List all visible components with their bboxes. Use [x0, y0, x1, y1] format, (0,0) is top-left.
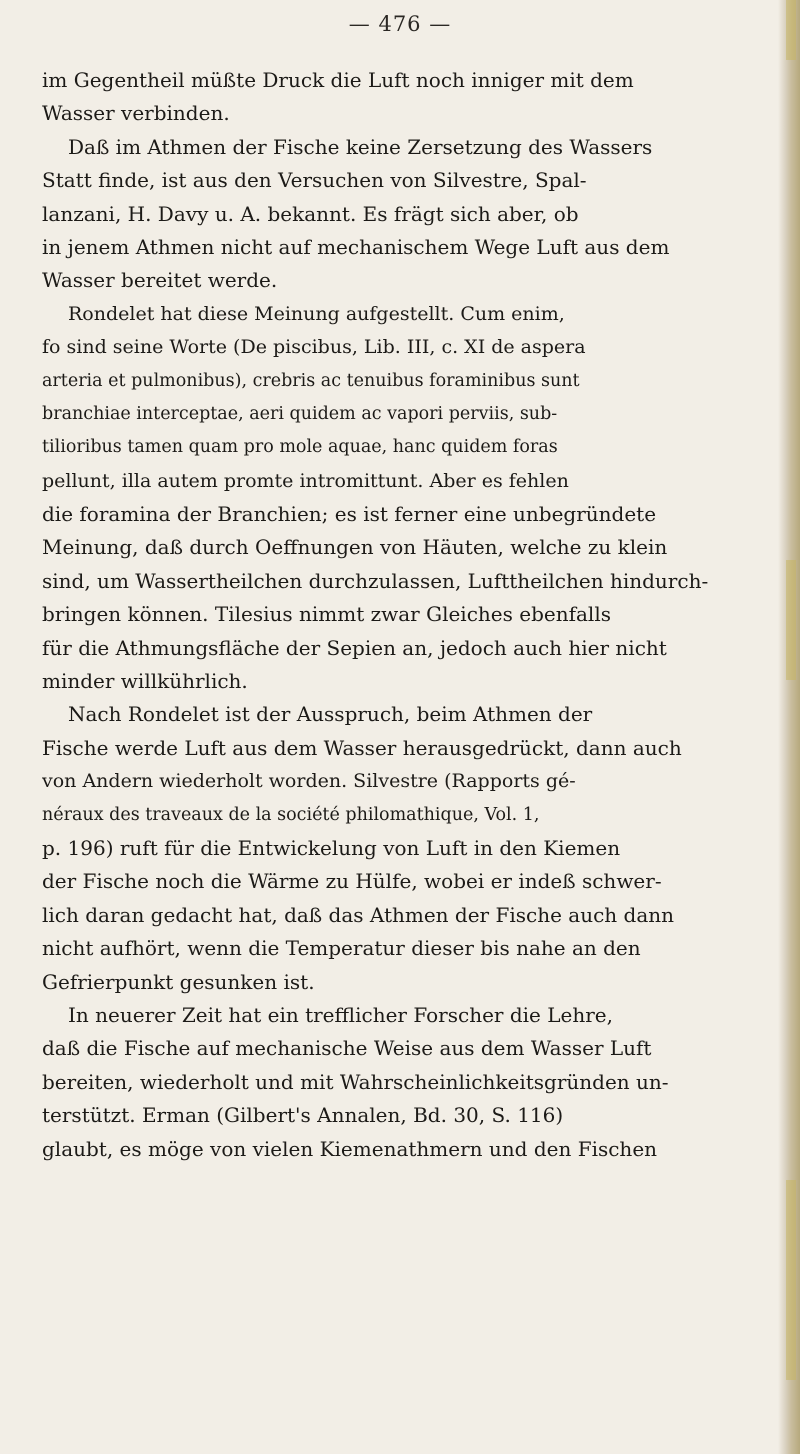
text-line: tilioribus tamen quam pro mole aquae, hanc quidem foras — [42, 437, 558, 458]
text-line: nicht aufhört, wenn die Temperatur dieser bis nahe an den — [42, 936, 641, 961]
edge-stain — [786, 560, 796, 680]
text-line: bereiten, wiederholt und mit Wahrscheinlichkeitsgründen un- — [42, 1069, 669, 1094]
edge-stain — [786, 1180, 796, 1380]
text-line: bringen können. Tilesius nimmt zwar Gleiches ebenfalls — [42, 602, 611, 627]
text-line: der Fische noch die Wärme zu Hülfe, wobei er indeß schwer- — [42, 869, 662, 894]
text-line: Wasser bereitet werde. — [42, 268, 278, 293]
text-line: lanzani, H. Davy u. A. bekannt. Es frägt sich aber, ob — [42, 201, 579, 226]
text-line: sind, um Wassertheilchen durchzulassen, Lufttheilchen hindurch- — [42, 568, 709, 593]
body-text — [42, 64, 778, 1166]
text-line: Fische werde Luft aus dem Wasser herausgedrückt, dann auch — [42, 735, 682, 760]
page-edge — [778, 0, 800, 1454]
text-line: branchiae interceptae, aeri quidem ac vapori perviis, sub- — [42, 403, 558, 424]
page-number-header: — 476 — — [348, 12, 452, 36]
text-line: daß die Fische auf mechanische Weise aus dem Wasser Luft — [42, 1036, 652, 1061]
text-line: Rondelet hat diese Meinung aufgestellt. Cum enim, — [68, 302, 565, 325]
text-line: die foramina der Branchien; es ist ferner eine unbegründete — [42, 502, 657, 527]
text-line: in jenem Athmen nicht auf mechanischem Wege Luft aus dem — [42, 234, 670, 259]
text-line: lich daran gedacht hat, daß das Athmen der Fische auch dann — [42, 902, 675, 927]
text-line: Nach Rondelet ist der Ausspruch, beim Athmen der — [68, 702, 593, 727]
text-line: néraux des traveaux de la société philomathique, Vol. 1, — [42, 804, 540, 825]
text-line: p. 196) ruft für die Entwickelung von Luft in den Kiemen — [42, 835, 621, 860]
text-line: minder willkührlich. — [42, 669, 248, 694]
text-line: arteria et pulmonibus), crebris ac tenuibus foraminibus sunt — [42, 370, 580, 391]
text-line: für die Athmungsfläche der Sepien an, jedoch auch hier nicht — [42, 635, 667, 660]
text-line: Statt finde, ist aus den Versuchen von Silvestre, Spal- — [42, 168, 587, 193]
text-line: glaubt, es möge von vielen Kiemenathmern und den Fischen — [42, 1136, 658, 1161]
text-line: Gefrierpunkt gesunken ist. — [42, 969, 315, 994]
text-line: Wasser verbinden. — [42, 101, 230, 126]
text-line: im Gegentheil müßte Druck die Luft noch inniger mit dem — [42, 68, 634, 92]
text-line: terstützt. Erman (Gilbert's Annalen, Bd. 30, S. 116) — [42, 1103, 564, 1128]
text-line: Daß im Athmen der Fische keine Zersetzung des Wassers — [68, 134, 653, 159]
text-line: von Andern wiederholt worden. Silvestre (Rapports gé- — [42, 770, 576, 793]
text-line: fo sind seine Worte (De piscibus, Lib. III, c. XI de aspera — [42, 336, 586, 359]
text-line: Meinung, daß durch Oeffnungen von Häuten, welche zu klein — [42, 535, 668, 560]
text-line: pellunt, illa autem promte intromittunt. Aber es fehlen — [42, 469, 569, 492]
text-line: In neuerer Zeit hat ein trefflicher Forscher die Lehre, — [68, 1002, 613, 1027]
